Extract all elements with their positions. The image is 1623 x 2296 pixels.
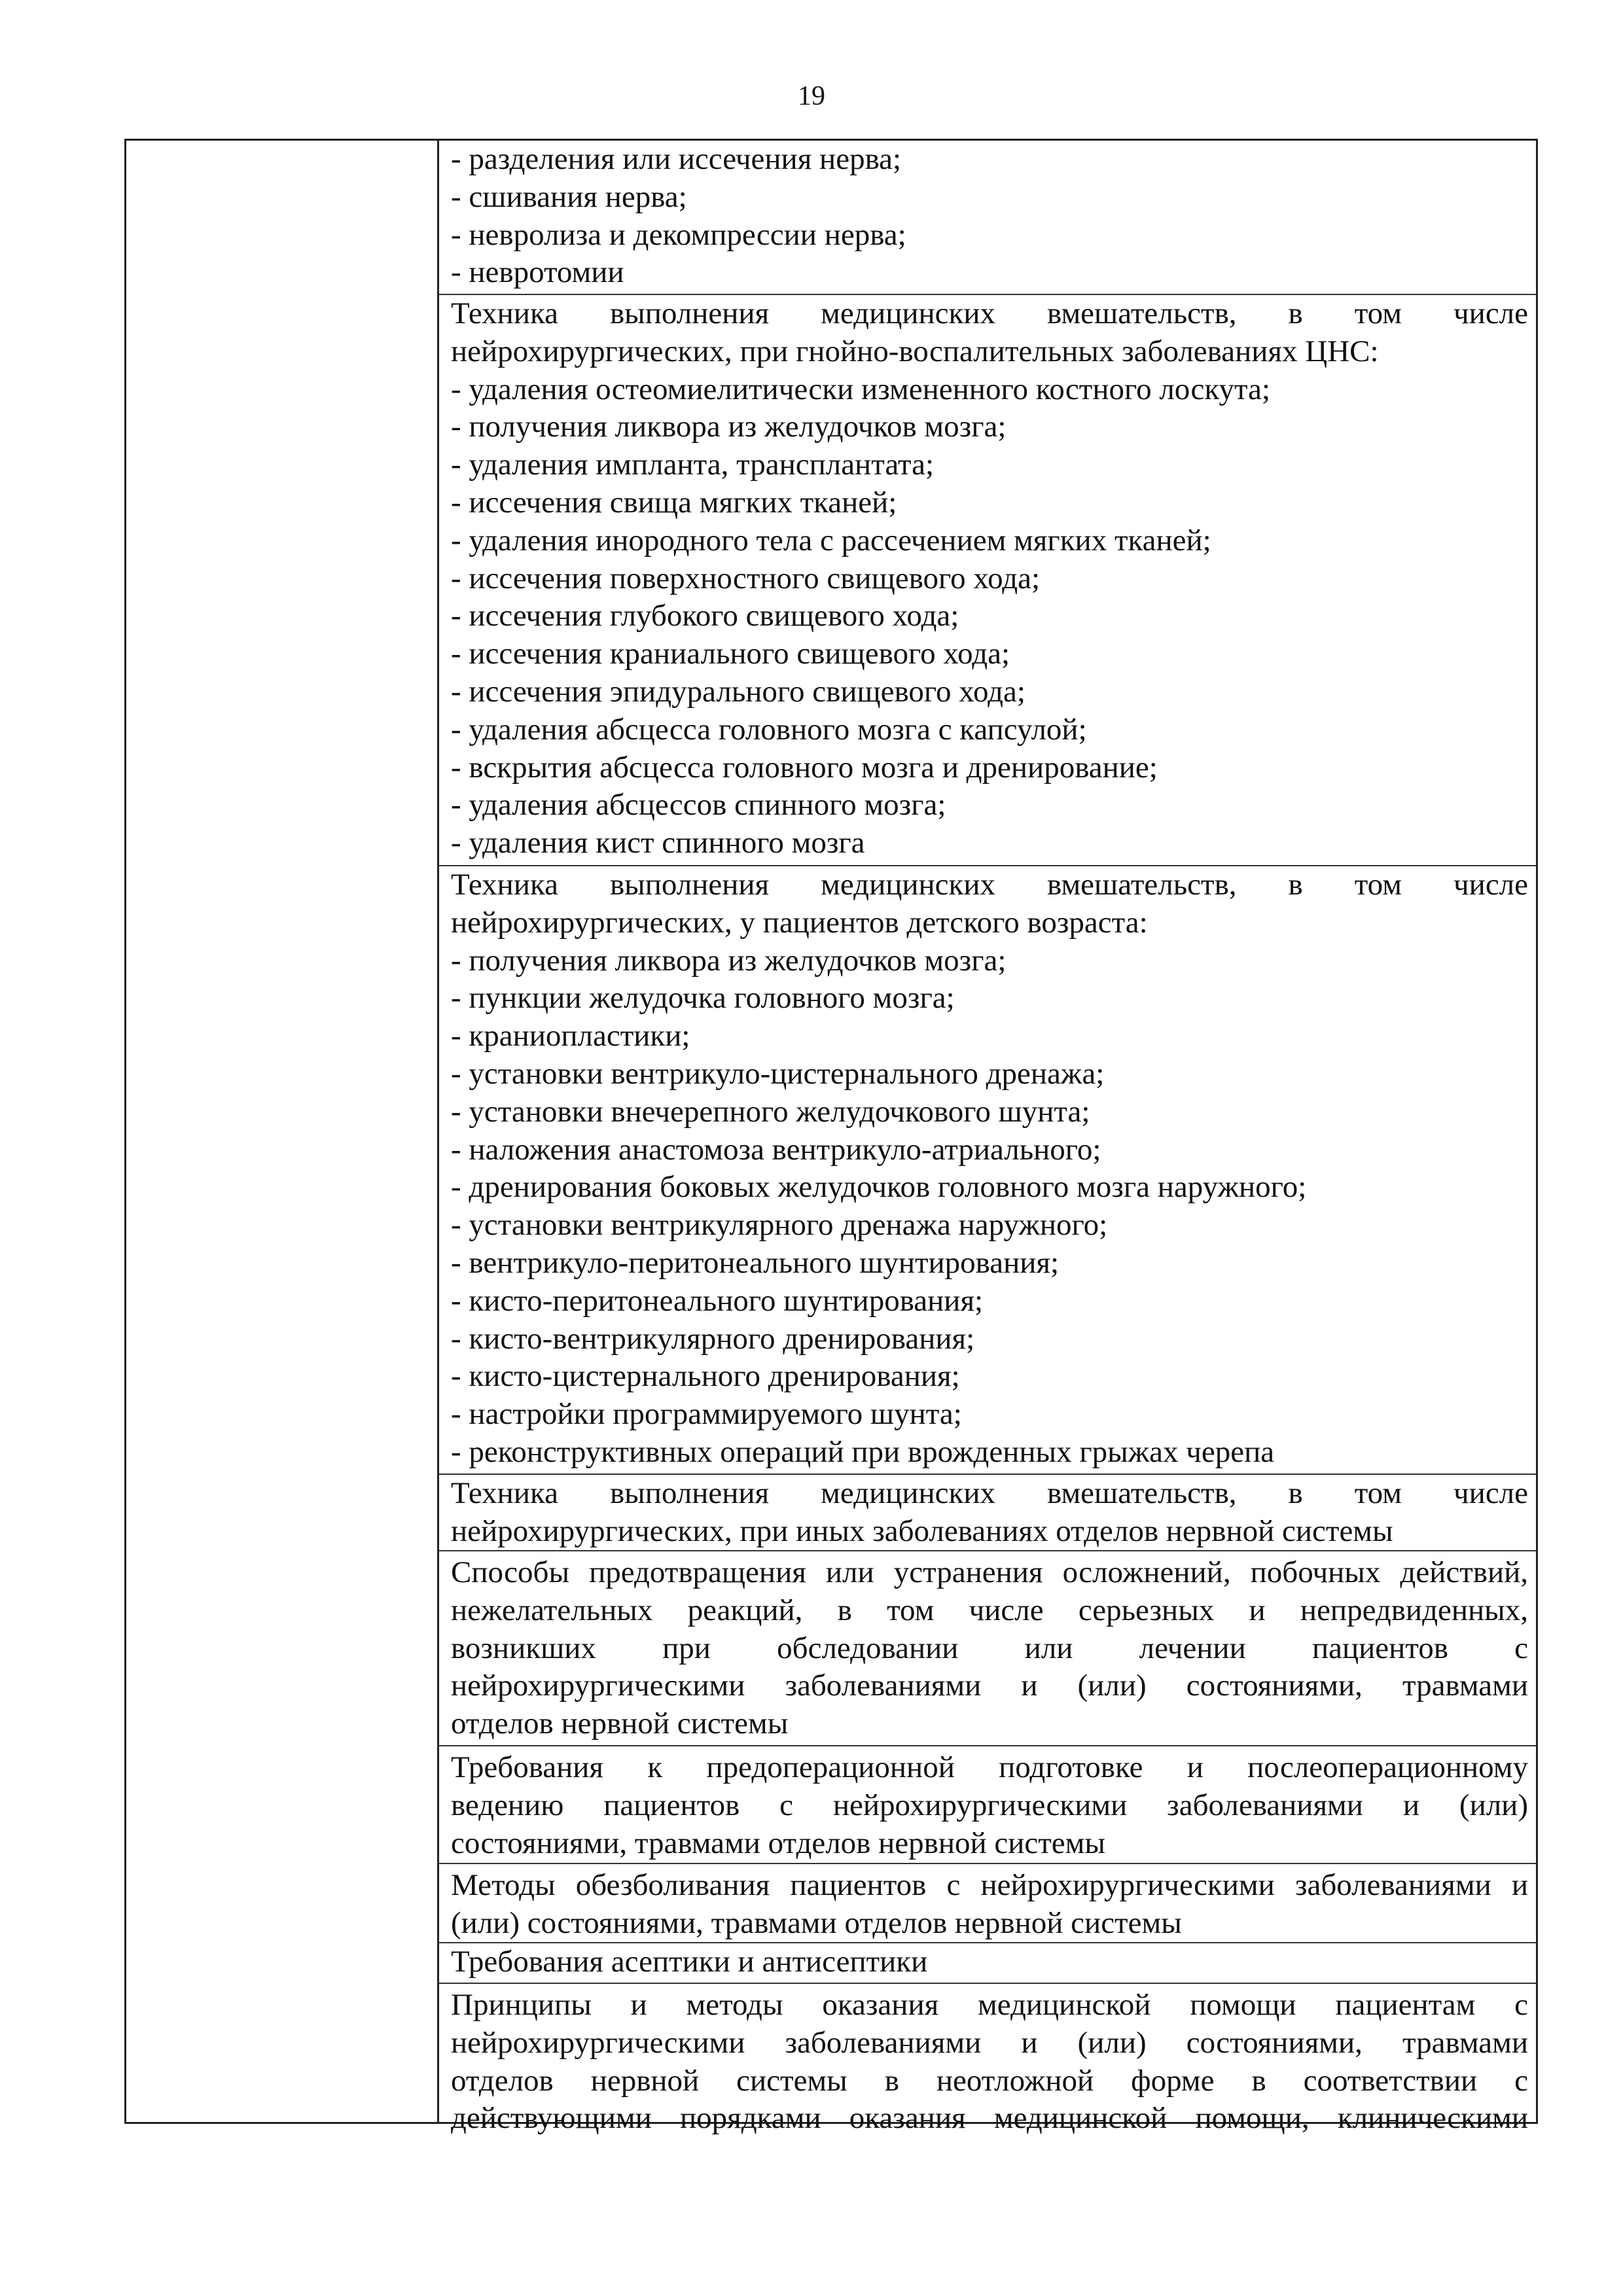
cell-line: - разделения или иссечения нерва; <box>451 142 902 176</box>
cell-line: Способы предотвращения или устранения осложнений, побочных действий, <box>451 1555 1528 1589</box>
cell-line: возникших при обследовании или лечении пациентов с <box>451 1631 1528 1665</box>
table-cell <box>439 1475 1536 1551</box>
list-item: - настройки программируемого шунта; <box>451 1397 962 1432</box>
cell-line: действующими порядками оказания медицинской помощи, клиническими <box>451 2101 1528 2136</box>
cell-line: отделов нервной системы в неотложной форме в соответствии с <box>451 2063 1528 2098</box>
knowledge-column <box>439 141 1536 2136</box>
cell-line: - сшивания нерва; <box>451 179 687 214</box>
table-cell <box>439 141 1536 295</box>
table-cell <box>439 1984 1536 2136</box>
list-item: - удаления остеомиелитически измененного костного лоскута; <box>451 372 1271 406</box>
cell-line: - невролиза и декомпрессии нерва; <box>451 217 906 252</box>
list-item: - дренирования боковых желудочков головного мозга наружного; <box>451 1170 1307 1205</box>
cell-line: нейрохирургическими заболеваниями и (или) состояниями, травмами <box>451 1669 1528 1703</box>
list-item: - пункции желудочка головного мозга; <box>451 981 955 1016</box>
cell-line: состояниями, травмами отделов нервной системы <box>451 1826 1105 1860</box>
list-item: - вскрытия абсцесса головного мозга и дренирование; <box>451 750 1158 785</box>
list-item: - получения ликвора из желудочков мозга; <box>451 943 1007 978</box>
cell-intro-line: нейрохирургических, у пациентов детского возраста: <box>451 905 1148 940</box>
list-item: - краниопластики; <box>451 1019 690 1053</box>
list-item: - удаления абсцесса головного мозга с капсулой; <box>451 712 1087 747</box>
list-item: - иссечения глубокого свищевого хода; <box>451 599 959 633</box>
cell-line: Методы обезболивания пациентов с нейрохирургическими заболеваниями и <box>451 1868 1528 1902</box>
requirements-table <box>124 139 1538 2136</box>
list-item: - установки вентрикуло-цистернального дренажа; <box>451 1056 1105 1091</box>
table-cell <box>439 1864 1536 1943</box>
list-item: - установки вентрикулярного дренажа наружного; <box>451 1208 1108 1243</box>
cell-intro-line: Техника выполнения медицинских вмешательств, в том числе <box>451 296 1528 330</box>
table-cell <box>439 866 1536 1475</box>
list-item: - кисто-цистернального дренирования; <box>451 1359 960 1394</box>
list-item: - удаления импланта, трансплантата; <box>451 448 935 482</box>
table-cell <box>439 1943 1536 1984</box>
page-number: 19 <box>798 81 825 111</box>
cell-line: нейрохирургических, при иных заболеваниях отделов нервной системы <box>451 1513 1393 1548</box>
list-item: - иссечения свища мягких тканей; <box>451 485 897 520</box>
cell-line: отделов нервной системы <box>451 1706 789 1741</box>
list-item: - иссечения краниального свищевого хода; <box>451 637 1010 671</box>
list-item: - кисто-вентрикулярного дренирования; <box>451 1321 975 1356</box>
list-item: - установки внечерепного желудочкового шунта; <box>451 1094 1090 1129</box>
cell-line: Требования асептики и антисептики <box>451 1945 928 1979</box>
cell-line: (или) состояниями, травмами отделов нервной системы <box>451 1905 1182 1940</box>
cell-line: - невротомии <box>451 255 624 290</box>
cell-intro-line: Техника выполнения медицинских вмешательств, в том числе <box>451 868 1528 902</box>
list-item: - удаления абсцессов спинного мозга; <box>451 788 946 822</box>
list-item: - наложения анастомоза вентрикуло-атриального; <box>451 1132 1101 1167</box>
cell-line: Техника выполнения медицинских вмешательств, в том числе <box>451 1476 1528 1510</box>
cell-intro-line: нейрохирургических, при гнойно-воспалительных заболеваниях ЦНС: <box>451 334 1379 368</box>
cell-line: Требования к предоперационной подготовке и послеоперационному <box>451 1750 1528 1784</box>
list-item: - вентрикуло-перитонеального шунтирования; <box>451 1245 1060 1280</box>
cell-line: ведению пациентов с нейрохирургическими заболеваниями и (или) <box>451 1788 1528 1822</box>
list-item: - реконструктивных операций при врожденных грыжах черепа <box>451 1434 1275 1469</box>
cell-line: нейрохирургическими заболеваниями и (или) состояниями, травмами <box>451 2025 1528 2060</box>
list-item: - удаления инородного тела с рассечением мягких тканей; <box>451 523 1211 557</box>
list-item: - кисто-перитонеального шунтирования; <box>451 1283 984 1318</box>
list-item: - иссечения эпидурального свищевого хода; <box>451 674 1026 709</box>
table-cell <box>439 1746 1536 1864</box>
list-item: - иссечения поверхностного свищевого хода; <box>451 561 1041 595</box>
cell-line: нежелательных реакций, в том числе серьезных и непредвиденных, <box>451 1593 1528 1627</box>
table-cell <box>439 1551 1536 1746</box>
cell-line: Принципы и методы оказания медицинской помощи пациентам с <box>451 1988 1528 2022</box>
list-item: - удаления кист спинного мозга <box>451 826 865 860</box>
list-item: - получения ликвора из желудочков мозга; <box>451 410 1007 444</box>
table-cell <box>439 295 1536 866</box>
